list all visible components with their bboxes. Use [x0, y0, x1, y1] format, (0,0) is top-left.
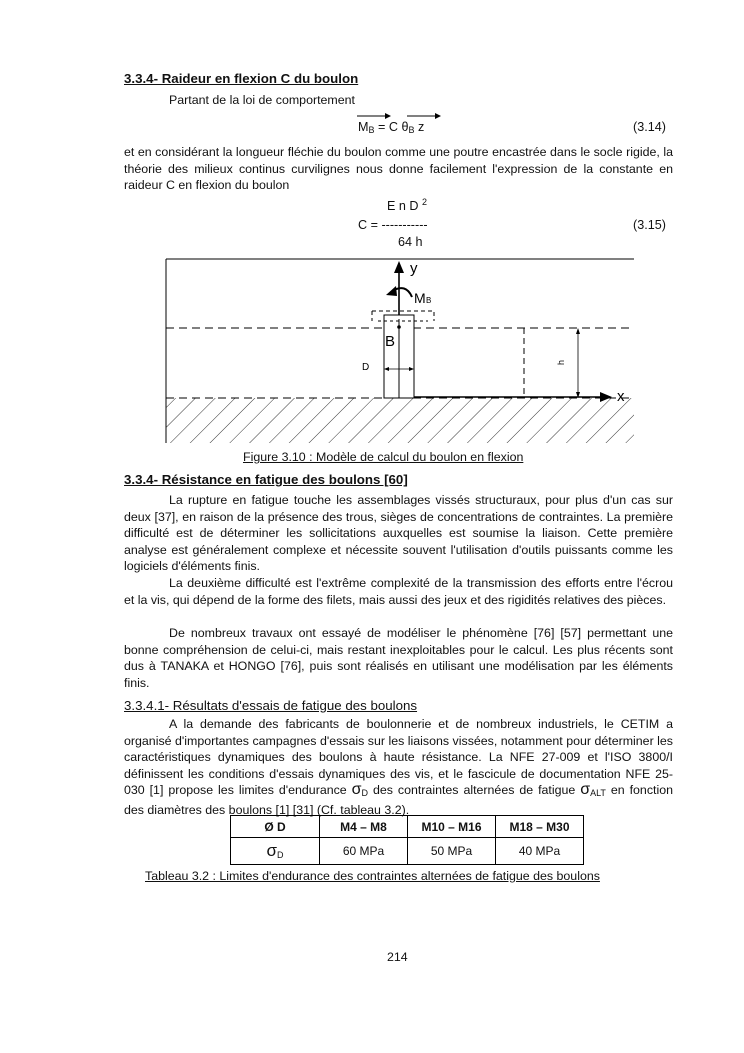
section-heading-resultats: 3.3.4.1- Résultats d'essais de fatigue des boulons [124, 698, 418, 713]
intro-text: Partant de la loi de comportement [169, 93, 355, 107]
table-header-cell: M10 – M16 [408, 816, 496, 838]
table-header-cell: Ø D [231, 816, 320, 838]
table-row [231, 838, 584, 865]
paragraph-resistance-1: La rupture en fatigue touche les assemblages vissés structuraux, pour plus d'un cas sur deux [37], en raison de la présence des trous, sièges de concentrations de contraintes. La première difficulté est de déterminer les sollicitations auxquelles est soumise la liaison. Cette première analyse est généralement complexe et nécessite souvent l'utilisation d'outils puissants comme les logiciels d'éléments finis. [124, 493, 673, 574]
point-b-marker [397, 325, 401, 329]
label-m: M [414, 290, 426, 306]
paragraph-resistance-3: De nombreux travaux ont essayé de modéliser le phénomène [76] [57] permettant une bonne compréhension de celui-ci, mais restant inexploitables pour le calcul. Les plus récents sont dus à TANAKA et HONGO [76], puis sont réalisés en utilisant une modélisation par les éléments finis. [124, 626, 673, 690]
table-header-cell: M4 – M8 [320, 816, 408, 838]
label-d: D [362, 362, 370, 373]
paragraph-raideur: et en considérant la longueur fléchie du boulon comme une poutre encastrée dans le socle rigide, la théorie des milieux continus curvilignes nous donne facilement l'expression de la constante en raideur C en flexion du boulon [124, 145, 673, 193]
paragraph-resultats: A la demande des fabricants de boulonnerie et de nombreux industriels, le CETIM a organisé d'importantes campagnes d'essais sur les liaisons vissées, notamment pour déterminer les caractéristiques dynamiques des boulons à haute résistance. La NFE 27-009 et l'ISO 3800/I définissent les conditions d'essais dynamiques des vis, et le fascicule de documentation NFE 25-030 [1] propose les limites d'endurance $\sigma_D$ des contraintes alternées de fatigue $\sigma_{ALT}$ en fonction des diamètres des boulons [1] [31] (Cf. tableau 3.2). [124, 717, 673, 817]
paragraph-resistance-2: La deuxième difficulté est l'extrême complexité de la transmission des efforts entre l'écrou et la vis, qui dépend de la forme des filets, mais aussi des jeux et des rigidités relatives des pièces. [124, 576, 673, 607]
section-heading-resistance: 3.3.4- Résistance en fatigue des boulons [60] [124, 472, 408, 487]
equation-number-3-15: (3.15) [633, 218, 666, 232]
table-cell: 50 MPa [408, 838, 496, 865]
equation-denominator: 64 h [398, 235, 423, 249]
label-h: h [556, 359, 566, 365]
label-b: B [385, 333, 396, 350]
label-m-sub: B [426, 296, 432, 305]
equation-number-3-14: (3.14) [633, 120, 666, 134]
equation-3-14: $M_B = C$ $\theta_B$ z [358, 120, 425, 135]
table-row-label: $\sigma_D$ [231, 838, 320, 865]
figure-caption: Figure 3.10 : Modèle de calcul du boulon en flexion [243, 450, 524, 464]
equation-3-15: C = ----------- [358, 218, 428, 232]
equation-numerator: E n D $^2$ [387, 197, 428, 213]
table-caption: Tableau 3.2 : Limites d'endurance des contraintes alternées de fatigue des boulons [145, 869, 600, 883]
endurance-table [230, 815, 584, 865]
ground-hatch [166, 398, 634, 443]
page-number: 214 [387, 950, 408, 964]
table-header-cell: M18 – M30 [496, 816, 584, 838]
label-y: y [410, 260, 418, 277]
table-header-row [231, 816, 584, 838]
table-cell: 60 MPa [320, 838, 408, 865]
bolt-bending-figure [160, 255, 640, 450]
section-heading-raideur: 3.3.4- Raideur en flexion C du boulon [124, 71, 359, 86]
label-x: x [617, 388, 625, 405]
table-cell: 40 MPa [496, 838, 584, 865]
